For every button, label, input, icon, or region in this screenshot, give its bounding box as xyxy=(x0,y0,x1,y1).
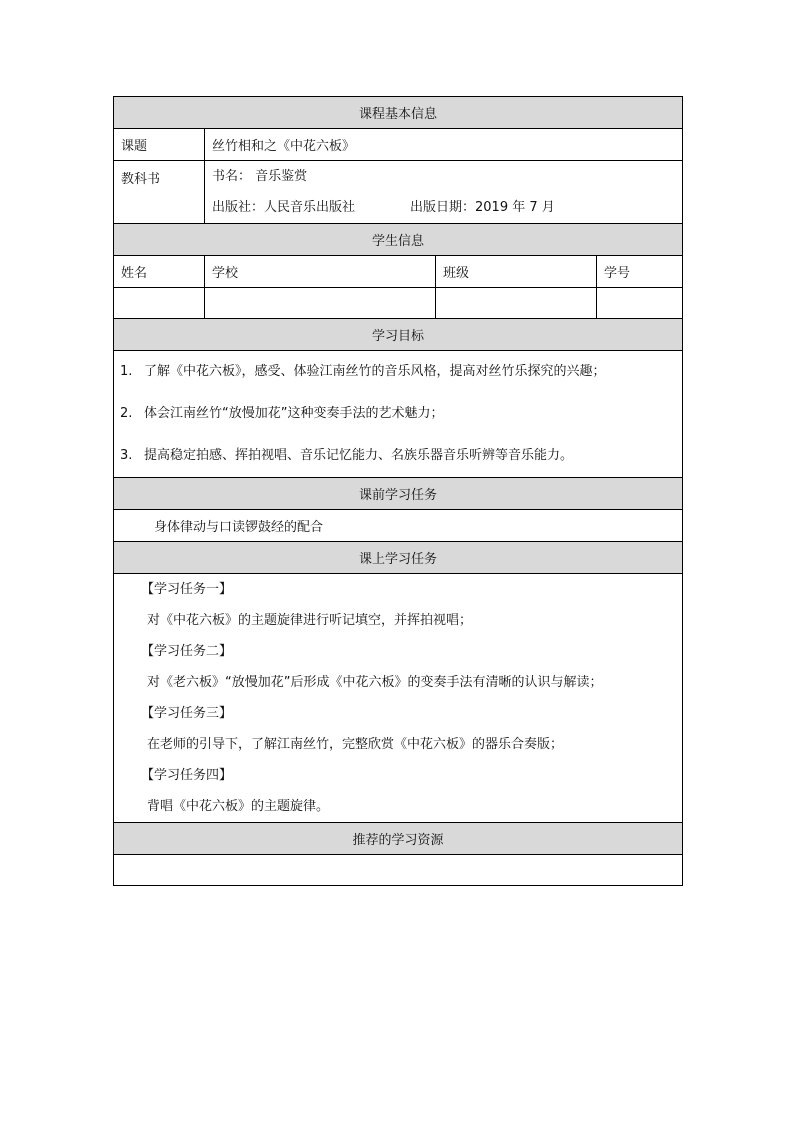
student-id-field[interactable] xyxy=(597,288,683,319)
topic-label: 课题 xyxy=(114,129,205,161)
study-guide-table xyxy=(113,96,683,886)
goal-item: 1. 了解《中花六板》，感受、体验江南丝竹的音乐风格，提高对丝竹乐探究的兴趣； xyxy=(120,364,606,379)
goal-item: 3. 提高稳定拍感、挥拍视唱、音乐记忆能力、名族乐器音乐听辨等音乐能力。 xyxy=(120,448,574,463)
class-tasks-list xyxy=(114,574,683,823)
publish-date: 出版日期：2019 年 7 月 xyxy=(410,200,555,215)
section-student-info: 学生信息 xyxy=(114,224,683,256)
textbook-info xyxy=(205,161,683,224)
textbook-label: 教科书 xyxy=(114,161,205,224)
student-name-label: 姓名 xyxy=(114,256,205,288)
student-school-field[interactable] xyxy=(205,288,436,319)
goals-list xyxy=(114,351,683,478)
student-name-field[interactable] xyxy=(114,288,205,319)
book-name: 书名： 音乐鉴赏 xyxy=(212,169,308,184)
student-id-label: 学号 xyxy=(597,256,683,288)
section-pre-tasks: 课前学习任务 xyxy=(114,478,683,510)
goal-item: 2. 体会江南丝竹“放慢加花”这种变奏手法的艺术魅力； xyxy=(120,406,444,421)
section-goals: 学习目标 xyxy=(114,319,683,351)
task-title: 【学习任务一】 xyxy=(141,582,233,597)
task-content: 在老师的引导下，了解江南丝竹，完整欣赏《中花六板》的器乐合奏版； xyxy=(147,737,564,752)
section-basic-info: 课程基本信息 xyxy=(114,97,683,129)
task-title: 【学习任务三】 xyxy=(141,706,233,721)
publisher: 出版社：人民音乐出版社 xyxy=(212,200,356,215)
student-class-field[interactable] xyxy=(436,288,597,319)
section-class-tasks: 课上学习任务 xyxy=(114,542,683,574)
student-school-label: 学校 xyxy=(205,256,436,288)
resources-field[interactable] xyxy=(114,855,683,886)
task-content: 对《老六板》“放慢加花”后形成《中花六板》的变奏手法有清晰的认识与解读； xyxy=(147,675,603,690)
student-class-label: 班级 xyxy=(436,256,597,288)
publisher-line xyxy=(205,192,682,223)
section-resources: 推荐的学习资源 xyxy=(114,823,683,855)
topic-value: 丝竹相和之《中花六板》 xyxy=(205,129,683,161)
task-title: 【学习任务二】 xyxy=(141,644,233,659)
task-content: 对《中花六板》的主题旋律进行听记填空，并挥拍视唱； xyxy=(147,613,473,628)
task-content: 背唱《中花六板》的主题旋律。 xyxy=(147,799,330,814)
task-title: 【学习任务四】 xyxy=(141,768,233,783)
pre-task-item: 身体律动与口读锣鼓经的配合 xyxy=(114,510,683,542)
